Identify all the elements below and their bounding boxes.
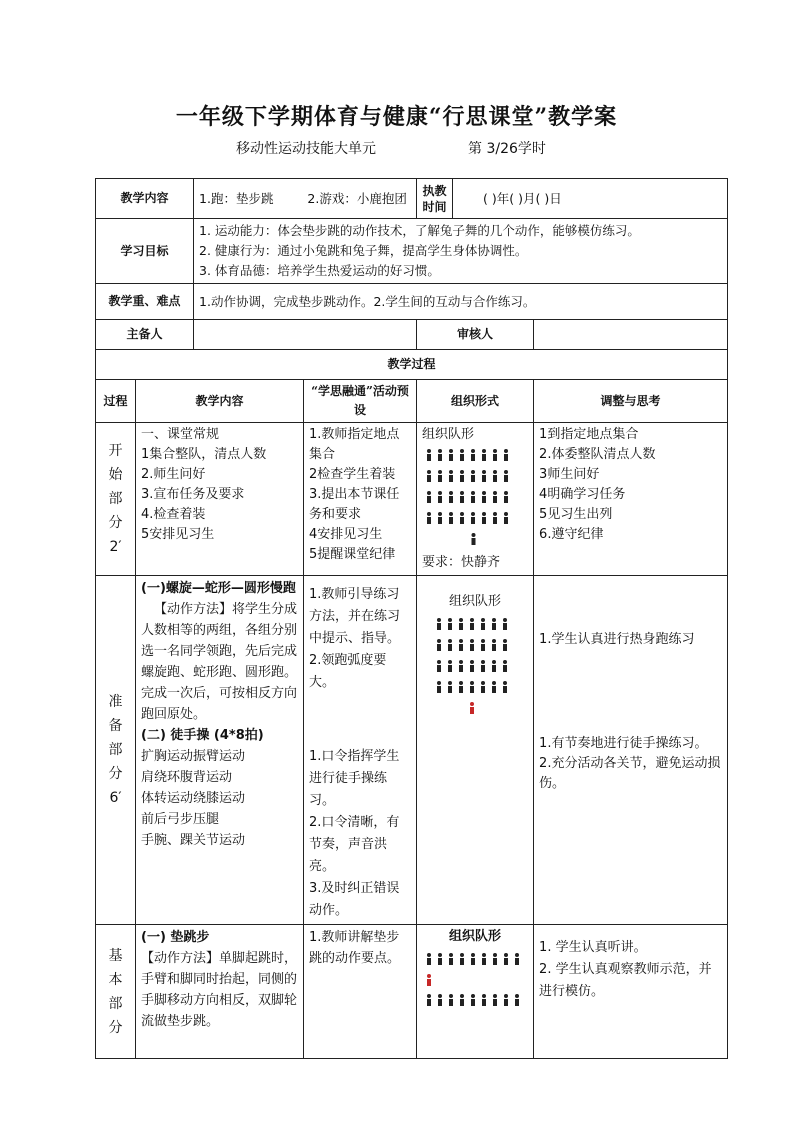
key-text: 1.动作协调，完成垫步跳动作。2.学生间的互动与合作练习。 [194, 284, 728, 320]
student-person-icon [438, 994, 442, 1006]
page-title: 一年级下学期体育与健康“行思课堂”教学案 [175, 104, 618, 130]
student-person-icon [470, 660, 474, 672]
start-organization [417, 423, 534, 576]
student-person-icon [460, 512, 464, 524]
header-reflection: 调整与思考 [534, 380, 728, 423]
student-person-icon [482, 994, 486, 1006]
student-person-icon [459, 618, 463, 630]
info-row-staff [96, 320, 728, 350]
student-person-icon [449, 449, 453, 461]
student-person-icon [427, 512, 431, 524]
student-person-icon [471, 512, 475, 524]
lesson-number: 第 3/26学时 [468, 141, 546, 157]
student-person-icon [460, 953, 464, 965]
basic-heading: (一) 垫跳步 [141, 930, 210, 945]
student-person-icon [449, 470, 453, 482]
prep-organization [417, 576, 534, 925]
goal-item: 3. 体育品德：培养学生热爱运动的好习惯。 [199, 263, 440, 278]
org-note: 要求：快静齐 [422, 555, 501, 570]
info-row-goals [96, 219, 728, 284]
prep-heading-1: (一)螺旋—蛇形—圆形慢跑 [141, 581, 296, 596]
student-person-icon [482, 491, 486, 503]
student-person-icon [470, 618, 474, 630]
student-person-icon [459, 660, 463, 672]
student-person-icon [503, 681, 507, 693]
prep-activities: 1.教师引导练习方法，并在练习中提示、指导。 2.领跑弧度要大。 1.口令指挥学生进行徒手操练习。 2.口令清晰，有节奏，声音洪亮。 3.及时纠正错误动作。 [304, 576, 417, 925]
exec-time-label: 执教 时间 [417, 179, 453, 219]
reviewer-value [534, 320, 728, 350]
header-organization: 组织形式 [417, 380, 534, 423]
process-title: 教学过程 [96, 350, 728, 380]
student-person-icon [504, 491, 508, 503]
student-person-icon [504, 953, 508, 965]
student-person-icon [503, 639, 507, 651]
student-person-icon [492, 681, 496, 693]
teacher-person-icon [427, 974, 431, 986]
student-person-icon [427, 994, 431, 1006]
student-person-icon [437, 639, 441, 651]
formation-diagram [422, 445, 528, 553]
header-phase: 过程 [96, 380, 136, 423]
student-person-icon [504, 449, 508, 461]
header-content: 教学内容 [136, 380, 304, 423]
student-person-icon [482, 449, 486, 461]
teacher-person-icon [472, 533, 476, 545]
student-person-icon [438, 512, 442, 524]
process-title-row [96, 350, 728, 380]
basic-content [136, 925, 304, 1059]
info-row-key [96, 284, 728, 320]
content-value [194, 179, 417, 219]
student-person-icon [482, 953, 486, 965]
student-person-icon [438, 491, 442, 503]
student-person-icon [504, 994, 508, 1006]
prep-content: (一)螺旋—蛇形—圆形慢跑 【动作方法】将学生分成人数相等的两组，各组分别选一名同学领跑，先后完成螺旋跑、蛇形跑、圆形跑。完成一次后，可按相反方向跑回原处。 (二) 徒手操 (4*8拍) 扩胸运动振臂运动 肩绕环腹背运动 体转运动绕膝运动 前后弓步压腿 手腕、踝关节运动 [136, 576, 304, 925]
header-activities: “学思融通”活动预设 [304, 380, 417, 423]
student-person-icon [471, 994, 475, 1006]
lesson-plan-table [95, 178, 728, 1059]
basic-phase-label: 基 本 部 分 [96, 925, 136, 1059]
student-person-icon [427, 470, 431, 482]
student-person-icon [470, 681, 474, 693]
student-person-icon [438, 449, 442, 461]
student-person-icon [460, 449, 464, 461]
start-activities: 1.教师指定地点集合 2检查学生着装 3.提出本节课任务和要求 4安排见习生 5提醒课堂纪律 [304, 423, 417, 576]
goals-list [194, 219, 728, 284]
start-section-row [96, 423, 728, 576]
student-person-icon [492, 639, 496, 651]
student-person-icon [438, 953, 442, 965]
student-person-icon [481, 618, 485, 630]
student-person-icon [449, 994, 453, 1006]
prep-method-1: 【动作方法】将学生分成人数相等的两组，各组分别选一名同学领跑，先后完成螺旋跑、蛇形跑、圆形跑。完成一次后，可按相反方向跑回原处。 [141, 602, 298, 722]
student-person-icon [493, 449, 497, 461]
student-person-icon [427, 449, 431, 461]
student-person-icon [437, 618, 441, 630]
student-person-icon [448, 681, 452, 693]
formation-diagram [422, 614, 528, 722]
goal-item: 1. 运动能力：体会垫步跳的动作技术，了解兔子舞的几个动作，能够模仿练习。 [199, 223, 640, 238]
basic-reflection: 1. 学生认真听讲。 2. 学生认真观察教师示范，并进行模仿。 [534, 925, 728, 1059]
prep-reflection: 1.学生认真进行热身跑练习 1.有节奏地进行徒手操练习。 2.充分活动各关节，避免运动损伤。 [534, 576, 728, 925]
student-person-icon [459, 681, 463, 693]
student-person-icon [460, 470, 464, 482]
preparer-value [194, 320, 417, 350]
student-person-icon [449, 491, 453, 503]
exec-date: ( )年( )月( )日 [453, 179, 728, 219]
student-person-icon [438, 470, 442, 482]
student-person-icon [471, 953, 475, 965]
org-title: 组织队形 [422, 427, 475, 442]
student-person-icon [504, 470, 508, 482]
start-content: 一、课堂常规 1集合整队，清点人数 2.师生问好 3.宣布任务及要求 4.检查着装 5安排见习生 [136, 423, 304, 576]
student-person-icon [470, 639, 474, 651]
teacher-person-icon [470, 702, 474, 714]
basic-method: 【动作方法】单脚起跳时，手臂和脚同时抬起，同侧的手脚移动方向相反，双脚轮流做垫步跳。 [141, 951, 298, 1029]
org-title: 组织队形 [449, 929, 502, 944]
student-person-icon [460, 491, 464, 503]
student-person-icon [481, 639, 485, 651]
start-reflection: 1到指定地点集合 2.体委整队清点人数 3师生问好 4明确学习任务 5见习生出列 6.遵守纪律 [534, 423, 728, 576]
student-person-icon [448, 660, 452, 672]
student-person-icon [448, 618, 452, 630]
reviewer-label: 审核人 [417, 320, 534, 350]
basic-organization [417, 925, 534, 1059]
basic-activities: 1.教师讲解垫步跳的动作要点。 [304, 925, 417, 1059]
student-person-icon [503, 618, 507, 630]
process-header-row [96, 380, 728, 423]
student-person-icon [493, 512, 497, 524]
student-person-icon [515, 994, 519, 1006]
student-person-icon [460, 994, 464, 1006]
prep-phase-label: 准 备 部 分 6′ [96, 576, 136, 925]
start-phase-label: 开 始 部 分 2′ [96, 423, 136, 576]
student-person-icon [492, 618, 496, 630]
student-person-icon [437, 681, 441, 693]
student-person-icon [482, 470, 486, 482]
student-person-icon [492, 660, 496, 672]
student-person-icon [448, 639, 452, 651]
student-person-icon [482, 512, 486, 524]
student-person-icon [493, 491, 497, 503]
student-person-icon [515, 953, 519, 965]
student-person-icon [493, 994, 497, 1006]
unit-name: 移动性运动技能大单元 [236, 141, 376, 157]
student-person-icon [504, 512, 508, 524]
org-title: 组织队形 [449, 594, 502, 609]
info-row-content [96, 179, 728, 219]
student-person-icon [471, 470, 475, 482]
student-person-icon [459, 639, 463, 651]
student-person-icon [449, 512, 453, 524]
preparer-label: 主备人 [96, 320, 194, 350]
student-person-icon [471, 449, 475, 461]
basic-section-row [96, 925, 728, 1059]
student-person-icon [449, 953, 453, 965]
content-item-2: 2.游戏：小鹿抱团 [307, 191, 407, 206]
student-person-icon [427, 953, 431, 965]
student-person-icon [481, 660, 485, 672]
prep-heading-2: (二) 徒手操 (4*8拍) [141, 728, 264, 743]
student-person-icon [471, 491, 475, 503]
student-person-icon [493, 470, 497, 482]
goal-item: 2. 健康行为：通过小兔跳和兔子舞，提高学生身体协调性。 [199, 243, 528, 258]
content-item-1: 1.跑：垫步跳 [199, 191, 274, 206]
student-person-icon [481, 681, 485, 693]
student-person-icon [493, 953, 497, 965]
prep-section-row [96, 576, 728, 925]
formation-diagram [422, 949, 528, 1011]
student-person-icon [427, 491, 431, 503]
key-label: 教学重、难点 [96, 284, 194, 320]
student-person-icon [503, 660, 507, 672]
student-person-icon [437, 660, 441, 672]
goals-label: 学习目标 [96, 219, 194, 284]
content-label: 教学内容 [96, 179, 194, 219]
